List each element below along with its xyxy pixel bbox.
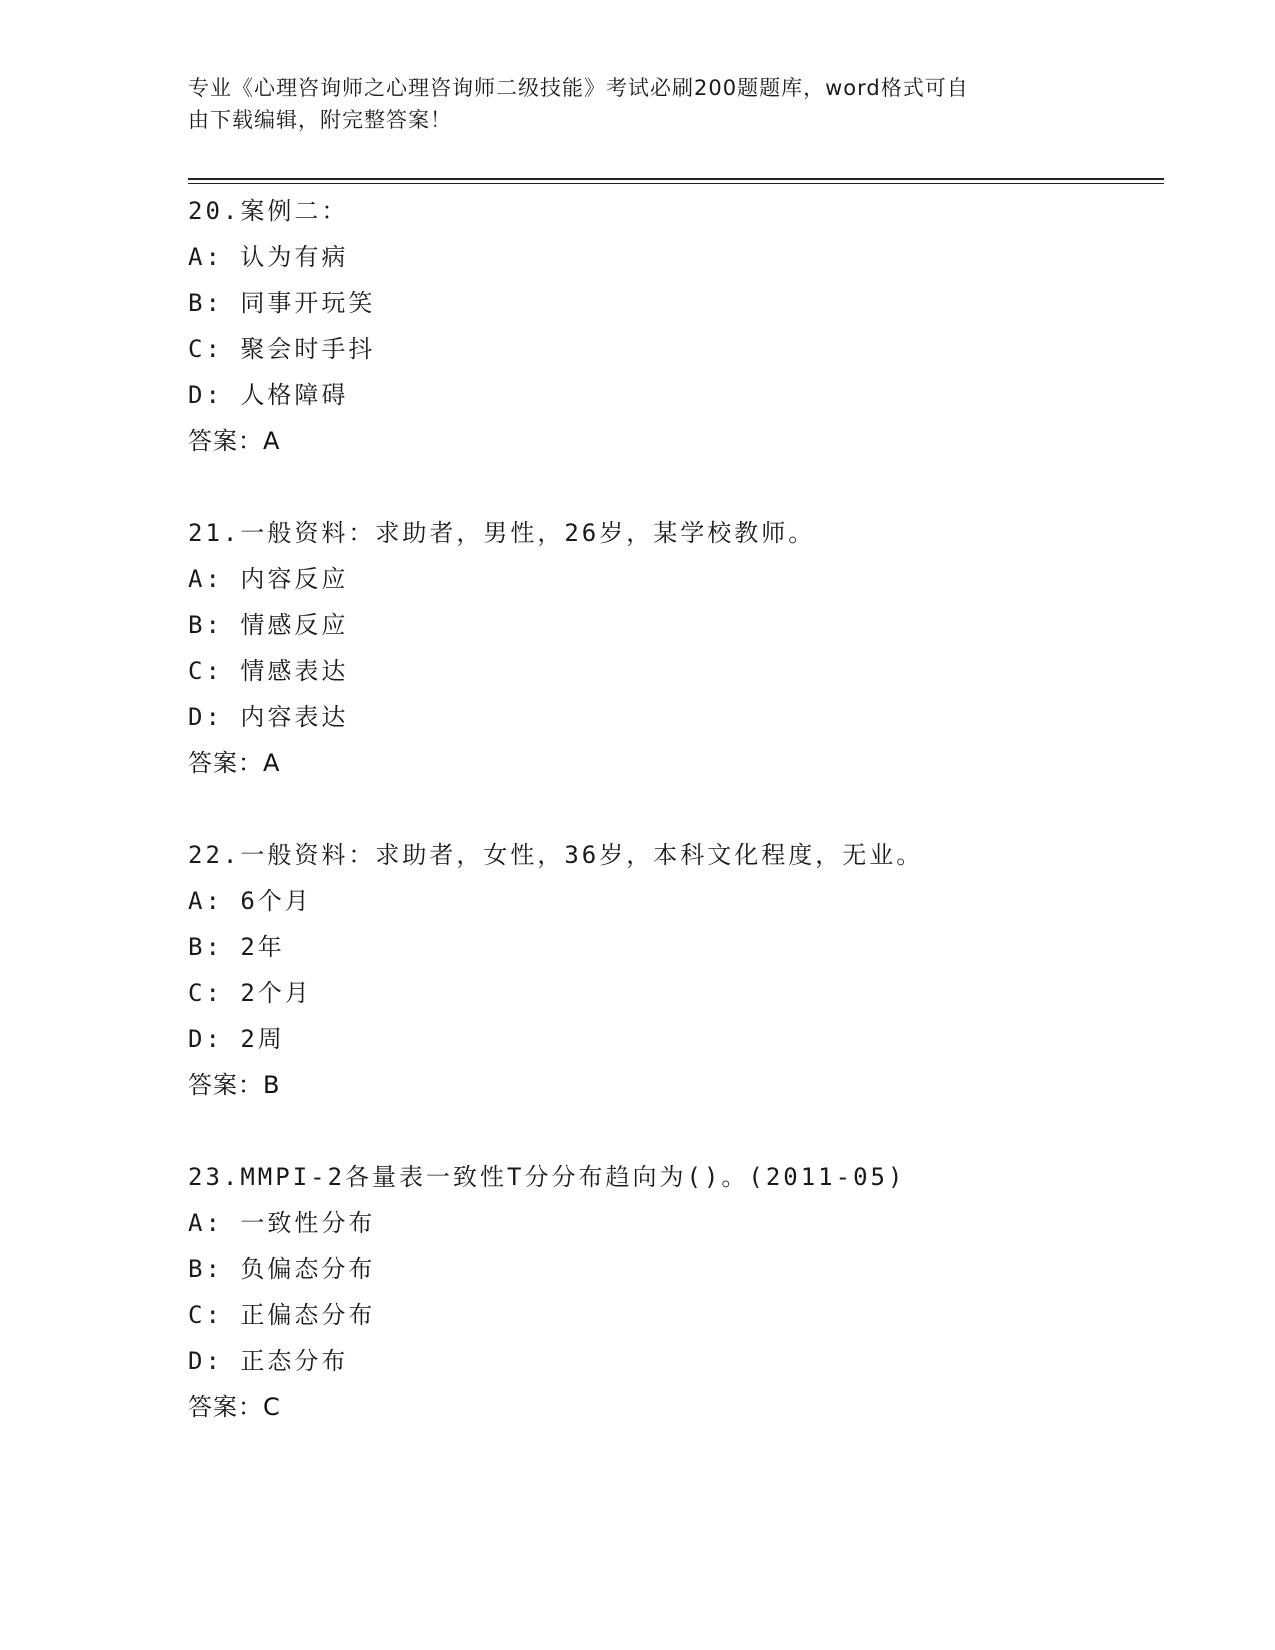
option-a: A: 认为有病 (188, 243, 349, 271)
question-stem: 22.一般资料：求助者，女性，36岁，本科文化程度，无业。 (188, 841, 924, 869)
option-c: C: 正偏态分布 (188, 1301, 376, 1329)
question-stem: 21.一般资料：求助者，男性，26岁，某学校教师。 (188, 519, 816, 547)
question-22 (188, 832, 1168, 1108)
option-c: C: 聚会时手抖 (188, 335, 376, 363)
answer-key: 答案：C (188, 1393, 281, 1421)
option-c: C: 情感表达 (188, 657, 349, 685)
header-divider-thick (188, 178, 1164, 180)
document-header (188, 72, 1088, 136)
answer-key: 答案：A (188, 749, 281, 777)
option-d: D: 2周 (188, 1025, 285, 1053)
header-title-line-2: 由下载编辑，附完整答案！ (188, 108, 452, 132)
question-stem: 23.MMPI-2各量表一致性T分分布趋向为()。(2011-05) (188, 1163, 906, 1191)
option-b: B: 2年 (188, 933, 285, 961)
option-d: D: 内容表达 (188, 703, 349, 731)
header-title-line-1: 专业《心理咨询师之心理咨询师二级技能》考试必刷200题题库，word格式可自 (188, 76, 969, 100)
option-a: A: 内容反应 (188, 565, 349, 593)
option-d: D: 正态分布 (188, 1347, 349, 1375)
header-divider-thin (188, 183, 1164, 184)
question-21 (188, 510, 1168, 786)
option-b: B: 情感反应 (188, 611, 349, 639)
answer-key: 答案：B (188, 1071, 281, 1099)
answer-key: 答案：A (188, 427, 281, 455)
option-a: A: 一致性分布 (188, 1209, 376, 1237)
question-stem: 20.案例二： (188, 197, 349, 225)
question-list (188, 188, 1168, 1476)
option-b: B: 负偏态分布 (188, 1255, 376, 1283)
option-a: A: 6个月 (188, 887, 312, 915)
option-d: D: 人格障碍 (188, 381, 349, 409)
option-c: C: 2个月 (188, 979, 312, 1007)
option-b: B: 同事开玩笑 (188, 289, 376, 317)
question-20 (188, 188, 1168, 464)
question-23 (188, 1154, 1168, 1430)
